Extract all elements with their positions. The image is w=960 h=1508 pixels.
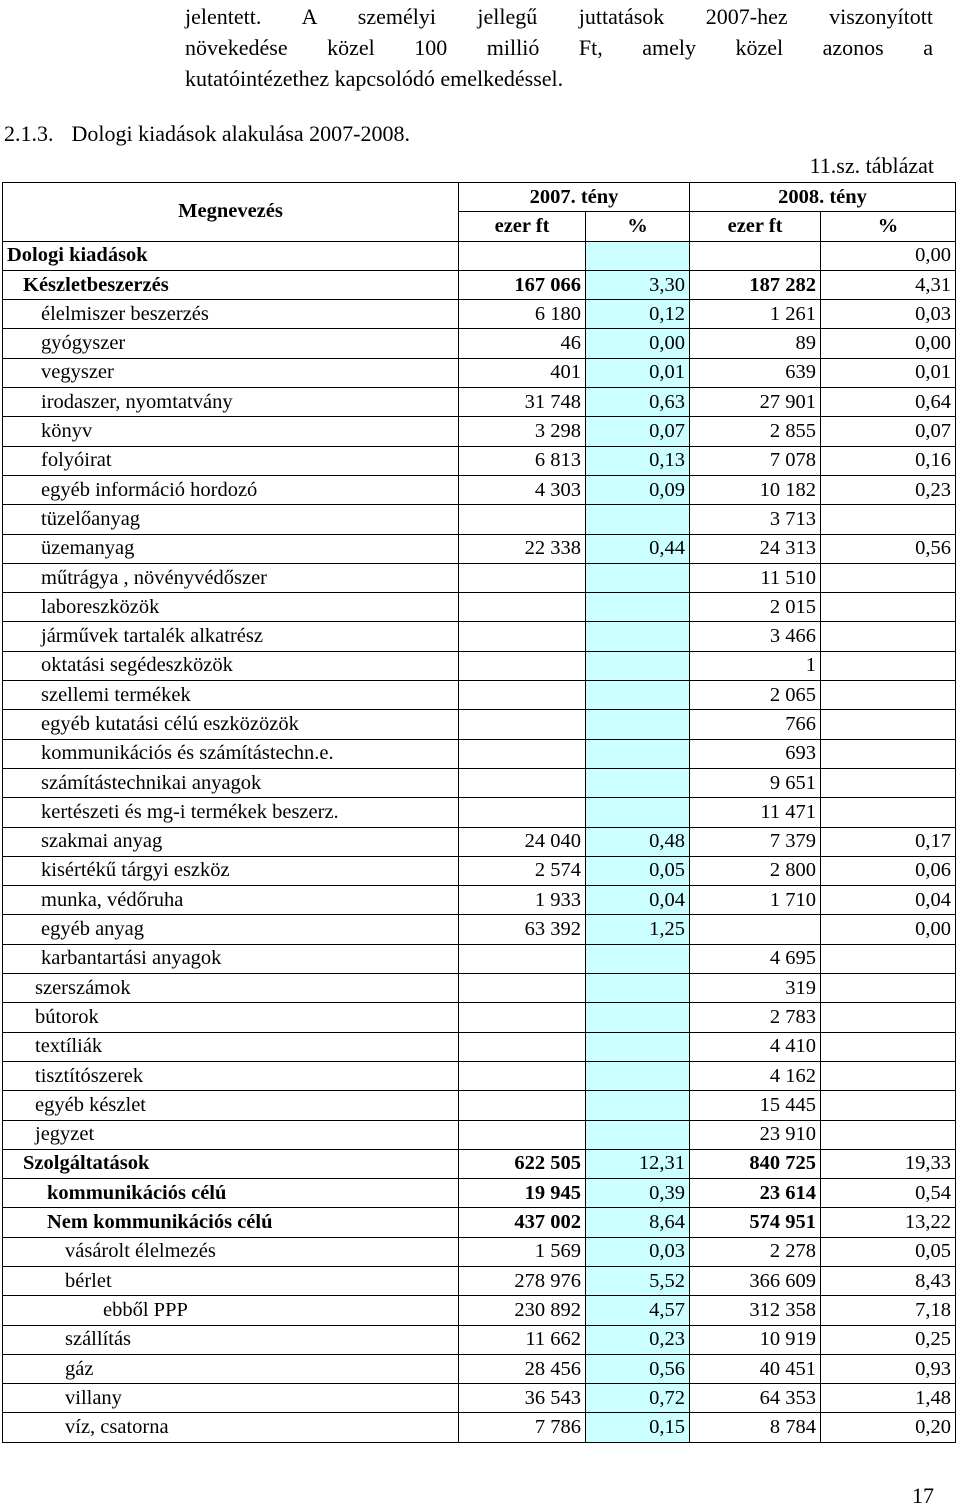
- value-2008: 3 466: [690, 622, 821, 651]
- pct-2007: [586, 710, 690, 739]
- value-2008: 574 951: [690, 1208, 821, 1237]
- row-name: laboreszközök: [3, 593, 459, 622]
- pct-2008: [821, 798, 956, 827]
- row-name: egyéb információ hordozó: [3, 475, 459, 504]
- pct-2008: [821, 1120, 956, 1149]
- pct-2008: [821, 681, 956, 710]
- header-year-2008: 2008. tény: [690, 183, 956, 212]
- header-pct-2007: %: [586, 212, 690, 241]
- table-row: [3, 417, 956, 446]
- value-2007: [459, 1061, 586, 1090]
- value-2007: 28 456: [459, 1354, 586, 1383]
- table-reference: 11.sz. táblázat: [809, 153, 934, 178]
- value-2008: [690, 915, 821, 944]
- pct-2007: [586, 563, 690, 592]
- row-name: irodaszer, nyomtatvány: [3, 388, 459, 417]
- value-2007: 63 392: [459, 915, 586, 944]
- value-2008: 4 162: [690, 1061, 821, 1090]
- value-2007: [459, 739, 586, 768]
- row-name: oktatási segédeszközök: [3, 651, 459, 680]
- pct-2007: 0,15: [586, 1413, 690, 1442]
- pct-2007: 0,01: [586, 358, 690, 387]
- section-title: Dologi kiadások alakulása 2007-2008.: [71, 121, 410, 146]
- value-2007: [459, 563, 586, 592]
- row-name: egyéb kutatási célú eszközözök: [3, 710, 459, 739]
- pct-2008: [821, 651, 956, 680]
- value-2007: 167 066: [459, 270, 586, 299]
- value-2007: [459, 241, 586, 270]
- value-2008: 187 282: [690, 270, 821, 299]
- table-row: [3, 886, 956, 915]
- intro-paragraph: [185, 1, 933, 94]
- table-row: [3, 388, 956, 417]
- value-2008: 4 695: [690, 944, 821, 973]
- pct-2008: 0,00: [821, 329, 956, 358]
- table-row: [3, 563, 956, 592]
- pct-2008: [821, 622, 956, 651]
- pct-2007: [586, 681, 690, 710]
- value-2007: 4 303: [459, 475, 586, 504]
- pct-2008: 0,00: [821, 915, 956, 944]
- table-row: [3, 944, 956, 973]
- row-name: kisértékű tárgyi eszköz: [3, 856, 459, 885]
- value-2007: [459, 505, 586, 534]
- pct-2008: [821, 505, 956, 534]
- value-2008: 312 358: [690, 1296, 821, 1325]
- table-row: [3, 1032, 956, 1061]
- pct-2008: 0,05: [821, 1237, 956, 1266]
- pct-2007: [586, 241, 690, 270]
- row-name: bérlet: [3, 1266, 459, 1295]
- pct-2008: [821, 1091, 956, 1120]
- pct-2008: 0,25: [821, 1325, 956, 1354]
- value-2008: 639: [690, 358, 821, 387]
- row-name: víz, csatorna: [3, 1413, 459, 1442]
- row-name: munka, védőruha: [3, 886, 459, 915]
- table-row: [3, 1061, 956, 1090]
- value-2007: [459, 593, 586, 622]
- table-row: [3, 710, 956, 739]
- pct-2008: [821, 1061, 956, 1090]
- value-2008: 11 510: [690, 563, 821, 592]
- row-name: szellemi termékek: [3, 681, 459, 710]
- value-2007: 24 040: [459, 827, 586, 856]
- table-row: [3, 1120, 956, 1149]
- table-row: [3, 915, 956, 944]
- value-2007: 401: [459, 358, 586, 387]
- pct-2007: 5,52: [586, 1266, 690, 1295]
- pct-2008: [821, 1003, 956, 1032]
- pct-2007: [586, 622, 690, 651]
- value-2008: 23 910: [690, 1120, 821, 1149]
- table-row: [3, 1296, 956, 1325]
- value-2007: 278 976: [459, 1266, 586, 1295]
- row-name: vegyszer: [3, 358, 459, 387]
- value-2007: 19 945: [459, 1179, 586, 1208]
- pct-2007: 12,31: [586, 1149, 690, 1178]
- value-2007: [459, 1091, 586, 1120]
- value-2008: 2 065: [690, 681, 821, 710]
- row-name: vásárolt élelmezés: [3, 1237, 459, 1266]
- value-2008: 693: [690, 739, 821, 768]
- pct-2008: 0,56: [821, 534, 956, 563]
- row-name: gáz: [3, 1354, 459, 1383]
- value-2008: 1 710: [690, 886, 821, 915]
- value-2008: 2 278: [690, 1237, 821, 1266]
- header-name: Megnevezés: [3, 183, 459, 242]
- value-2008: 2 783: [690, 1003, 821, 1032]
- row-name: könyv: [3, 417, 459, 446]
- value-2007: 622 505: [459, 1149, 586, 1178]
- value-2007: [459, 622, 586, 651]
- table-row: [3, 827, 956, 856]
- pct-2007: 0,04: [586, 886, 690, 915]
- pct-2007: 0,00: [586, 329, 690, 358]
- pct-2007: 0,07: [586, 417, 690, 446]
- intro-line-3: kutatóintézethez kapcsolódó emelkedéssel.: [185, 66, 564, 91]
- value-2007: 437 002: [459, 1208, 586, 1237]
- table-row: [3, 1413, 956, 1442]
- pct-2007: [586, 798, 690, 827]
- value-2007: 230 892: [459, 1296, 586, 1325]
- row-name: jegyzet: [3, 1120, 459, 1149]
- pct-2008: [821, 768, 956, 797]
- table-row: [3, 446, 956, 475]
- row-name: tüzelőanyag: [3, 505, 459, 534]
- section-heading: [4, 119, 410, 149]
- value-2007: 36 543: [459, 1384, 586, 1413]
- value-2008: 319: [690, 974, 821, 1003]
- pct-2007: 0,48: [586, 827, 690, 856]
- table-row: [3, 329, 956, 358]
- value-2008: 15 445: [690, 1091, 821, 1120]
- pct-2007: 0,05: [586, 856, 690, 885]
- value-2008: 10 919: [690, 1325, 821, 1354]
- header-unit-2007: ezer ft: [459, 212, 586, 241]
- pct-2007: 0,39: [586, 1179, 690, 1208]
- pct-2008: 8,43: [821, 1266, 956, 1295]
- row-name: villany: [3, 1384, 459, 1413]
- row-name: üzemanyag: [3, 534, 459, 563]
- pct-2007: [586, 944, 690, 973]
- table-row: [3, 358, 956, 387]
- pct-2008: 4,31: [821, 270, 956, 299]
- pct-2008: 0,07: [821, 417, 956, 446]
- pct-2007: [586, 505, 690, 534]
- value-2007: [459, 944, 586, 973]
- pct-2007: [586, 1120, 690, 1149]
- value-2008: 10 182: [690, 475, 821, 504]
- row-name: bútorok: [3, 1003, 459, 1032]
- value-2007: 1 933: [459, 886, 586, 915]
- value-2007: [459, 974, 586, 1003]
- row-name: Nem kommunikációs célú: [3, 1208, 459, 1237]
- table-row: [3, 681, 956, 710]
- pct-2008: [821, 974, 956, 1003]
- table-row: [3, 300, 956, 329]
- intro-line-2: növekedése közel 100 millió Ft, amely közel azonos a: [185, 35, 933, 60]
- row-name: kommunikációs célú: [3, 1179, 459, 1208]
- row-name: egyéb készlet: [3, 1091, 459, 1120]
- table-row: [3, 768, 956, 797]
- value-2008: 40 451: [690, 1354, 821, 1383]
- value-2008: 366 609: [690, 1266, 821, 1295]
- row-name: kommunikációs és számítástechn.e.: [3, 739, 459, 768]
- row-name: számítástechnikai anyagok: [3, 768, 459, 797]
- pct-2007: [586, 1003, 690, 1032]
- pct-2008: 0,01: [821, 358, 956, 387]
- value-2008: 1 261: [690, 300, 821, 329]
- row-name: ebből PPP: [3, 1296, 459, 1325]
- pct-2008: [821, 739, 956, 768]
- pct-2008: 0,04: [821, 886, 956, 915]
- pct-2008: [821, 944, 956, 973]
- value-2007: 6 180: [459, 300, 586, 329]
- row-name: tisztítószerek: [3, 1061, 459, 1090]
- pct-2007: [586, 768, 690, 797]
- pct-2007: [586, 1091, 690, 1120]
- pct-2007: 0,56: [586, 1354, 690, 1383]
- pct-2008: 0,03: [821, 300, 956, 329]
- pct-2008: 1,48: [821, 1384, 956, 1413]
- pct-2008: 0,64: [821, 388, 956, 417]
- pct-2007: 0,72: [586, 1384, 690, 1413]
- pct-2008: [821, 710, 956, 739]
- value-2007: [459, 651, 586, 680]
- row-name: karbantartási anyagok: [3, 944, 459, 973]
- expenses-table: [2, 182, 956, 1443]
- pct-2007: 0,12: [586, 300, 690, 329]
- pct-2007: [586, 1061, 690, 1090]
- table-row: [3, 241, 956, 270]
- table-row: [3, 1179, 956, 1208]
- value-2008: 3 713: [690, 505, 821, 534]
- pct-2008: [821, 563, 956, 592]
- table-row: [3, 270, 956, 299]
- value-2008: 4 410: [690, 1032, 821, 1061]
- value-2007: 6 813: [459, 446, 586, 475]
- table-row: [3, 1266, 956, 1295]
- value-2007: 22 338: [459, 534, 586, 563]
- value-2007: 3 298: [459, 417, 586, 446]
- row-name: Dologi kiadások: [3, 241, 459, 270]
- table-row: [3, 1208, 956, 1237]
- pct-2007: 0,09: [586, 475, 690, 504]
- table-row: [3, 798, 956, 827]
- header-year-2007: 2007. tény: [459, 183, 690, 212]
- value-2008: 11 471: [690, 798, 821, 827]
- value-2008: 1: [690, 651, 821, 680]
- pct-2008: 0,54: [821, 1179, 956, 1208]
- value-2007: [459, 768, 586, 797]
- value-2008: 2 855: [690, 417, 821, 446]
- pct-2008: 0,23: [821, 475, 956, 504]
- value-2008: 766: [690, 710, 821, 739]
- pct-2008: 0,17: [821, 827, 956, 856]
- row-name: szállítás: [3, 1325, 459, 1354]
- pct-2008: 0,06: [821, 856, 956, 885]
- value-2007: 46: [459, 329, 586, 358]
- value-2008: 2 015: [690, 593, 821, 622]
- pct-2007: 0,63: [586, 388, 690, 417]
- pct-2007: [586, 593, 690, 622]
- table-row: [3, 651, 956, 680]
- pct-2008: 0,20: [821, 1413, 956, 1442]
- row-name: élelmiszer beszerzés: [3, 300, 459, 329]
- value-2008: 27 901: [690, 388, 821, 417]
- pct-2007: 0,13: [586, 446, 690, 475]
- row-name: Készletbeszerzés: [3, 270, 459, 299]
- value-2007: [459, 1120, 586, 1149]
- table-row: [3, 1091, 956, 1120]
- pct-2007: 1,25: [586, 915, 690, 944]
- intro-line-1: jelentett. A személyi jellegű juttatások 2007-hez viszonyított: [185, 4, 933, 29]
- value-2008: 23 614: [690, 1179, 821, 1208]
- table-row: [3, 1149, 956, 1178]
- value-2008: 64 353: [690, 1384, 821, 1413]
- pct-2008: 0,16: [821, 446, 956, 475]
- table-row: [3, 622, 956, 651]
- pct-2008: 7,18: [821, 1296, 956, 1325]
- value-2008: 89: [690, 329, 821, 358]
- value-2007: 31 748: [459, 388, 586, 417]
- table-row: [3, 1325, 956, 1354]
- table-row: [3, 1384, 956, 1413]
- value-2008: 2 800: [690, 856, 821, 885]
- pct-2008: 19,33: [821, 1149, 956, 1178]
- pct-2007: [586, 1032, 690, 1061]
- pct-2007: 3,30: [586, 270, 690, 299]
- row-name: Szolgáltatások: [3, 1149, 459, 1178]
- table-row: [3, 1003, 956, 1032]
- row-name: egyéb anyag: [3, 915, 459, 944]
- pct-2008: 0,00: [821, 241, 956, 270]
- value-2007: [459, 1032, 586, 1061]
- pct-2007: 0,23: [586, 1325, 690, 1354]
- value-2008: 9 651: [690, 768, 821, 797]
- value-2008: [690, 241, 821, 270]
- pct-2008: 0,93: [821, 1354, 956, 1383]
- value-2007: 1 569: [459, 1237, 586, 1266]
- pct-2007: [586, 974, 690, 1003]
- table-row: [3, 1354, 956, 1383]
- pct-2008: 13,22: [821, 1208, 956, 1237]
- value-2008: 840 725: [690, 1149, 821, 1178]
- table-row: [3, 505, 956, 534]
- value-2008: 24 313: [690, 534, 821, 563]
- pct-2007: [586, 651, 690, 680]
- pct-2007: 4,57: [586, 1296, 690, 1325]
- row-name: szakmai anyag: [3, 827, 459, 856]
- pct-2007: 0,44: [586, 534, 690, 563]
- table-row: [3, 739, 956, 768]
- table-row: [3, 856, 956, 885]
- table-row: [3, 1237, 956, 1266]
- value-2007: [459, 798, 586, 827]
- row-name: folyóirat: [3, 446, 459, 475]
- table-row: [3, 534, 956, 563]
- value-2007: [459, 1003, 586, 1032]
- value-2007: 11 662: [459, 1325, 586, 1354]
- header-row-years: [3, 183, 956, 212]
- value-2008: 7 078: [690, 446, 821, 475]
- value-2008: 7 379: [690, 827, 821, 856]
- value-2007: 2 574: [459, 856, 586, 885]
- section-number: 2.1.3.: [4, 121, 54, 146]
- row-name: kertészeti és mg-i termékek beszerz.: [3, 798, 459, 827]
- header-pct-2008: %: [821, 212, 956, 241]
- table-row: [3, 593, 956, 622]
- row-name: járművek tartalék alkatrész: [3, 622, 459, 651]
- row-name: gyógyszer: [3, 329, 459, 358]
- pct-2007: 0,03: [586, 1237, 690, 1266]
- value-2008: 8 784: [690, 1413, 821, 1442]
- value-2007: [459, 681, 586, 710]
- pct-2008: [821, 1032, 956, 1061]
- row-name: textíliák: [3, 1032, 459, 1061]
- pct-2007: [586, 739, 690, 768]
- row-name: szerszámok: [3, 974, 459, 1003]
- row-name: műtrágya , növényvédőszer: [3, 563, 459, 592]
- table-row: [3, 974, 956, 1003]
- page-number: 17: [912, 1483, 934, 1508]
- value-2007: 7 786: [459, 1413, 586, 1442]
- table-row: [3, 475, 956, 504]
- pct-2007: 8,64: [586, 1208, 690, 1237]
- header-unit-2008: ezer ft: [690, 212, 821, 241]
- pct-2008: [821, 593, 956, 622]
- value-2007: [459, 710, 586, 739]
